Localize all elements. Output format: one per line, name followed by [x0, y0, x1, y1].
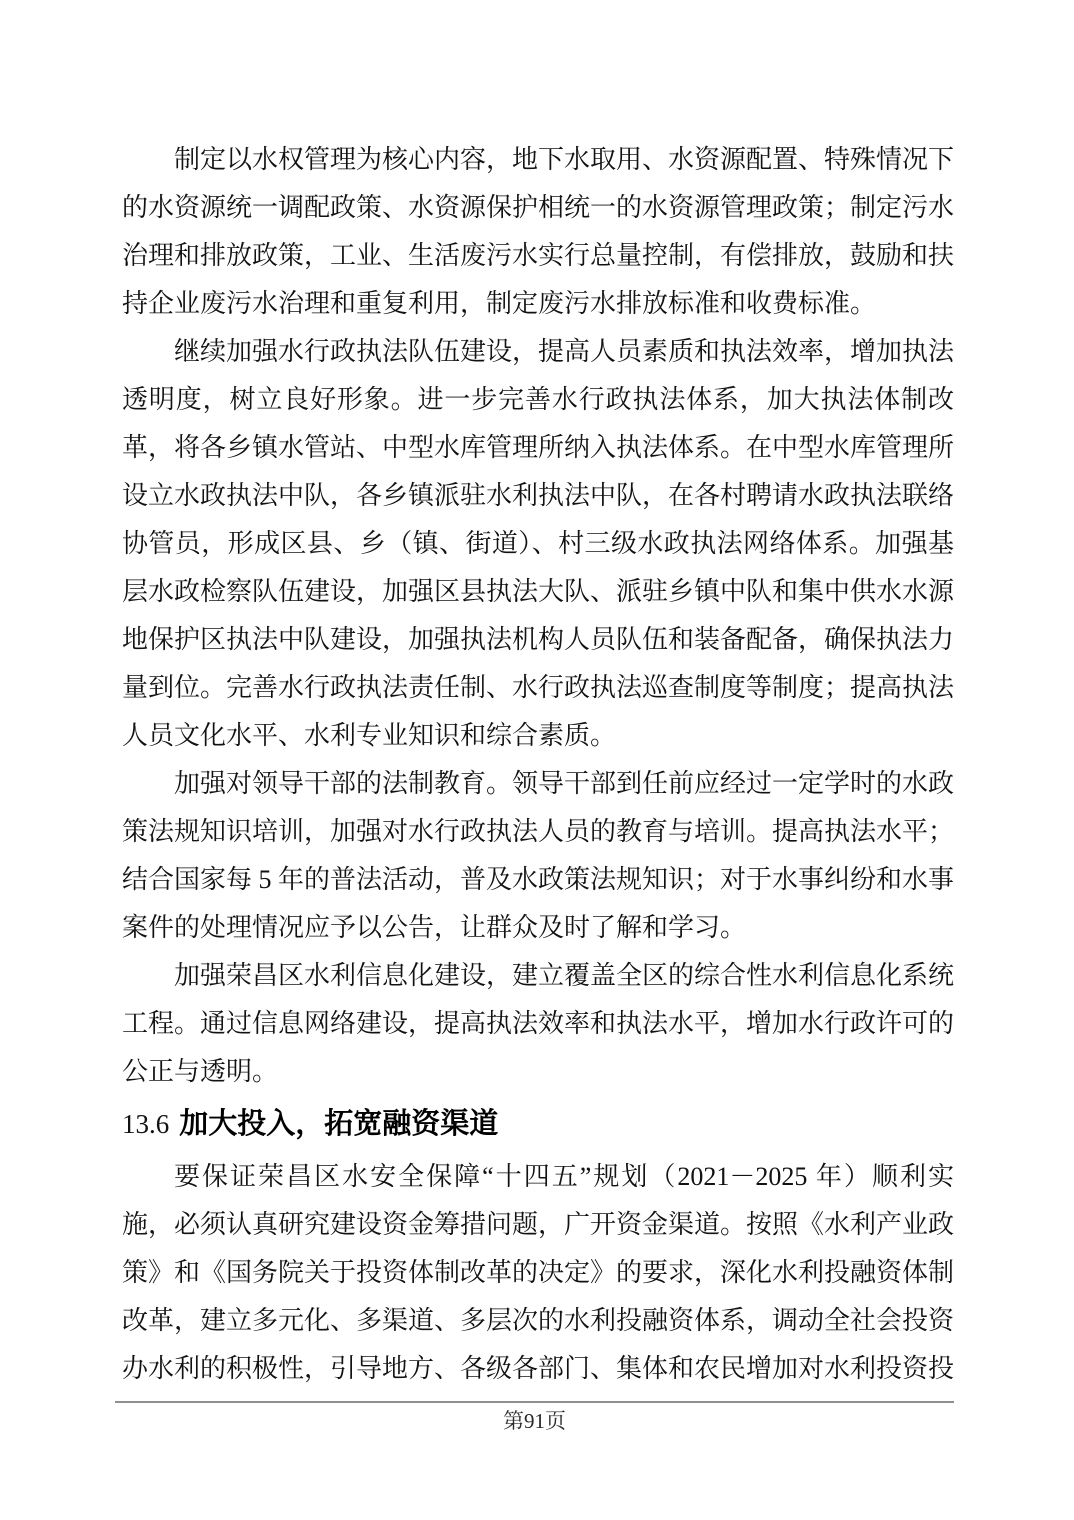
paragraph-investment-financing: 要保证荣昌区水安全保障“十四五”规划（2021－2025 年）顺利实施，必须认真研究建设资金筹措问题，广开资金渠道。按照《水利产业政策》和《国务院关于投资体制改革的决定》的要求，深化水利投融资体制改革，建立多元化、多渠道、多层次的水利投融资体系，调动全社会投资办水利的积极性，引导地方、各级各部门、集体和农民增加对水利投资投	[122, 1162, 955, 1383]
section-title: 加大投入，拓宽融资渠道	[179, 1108, 499, 1140]
section-number: 13.6	[122, 1109, 170, 1139]
paragraph-informatization: 加强荣昌区水利信息化建设，建立覆盖全区的综合性水利信息化系统工程。通过信息网络建设，提高执法效率和执法水平，增加水行政许可的公正与透明。	[122, 961, 955, 1086]
page-footer	[115, 1401, 954, 1436]
section-heading-13-6	[122, 1098, 954, 1151]
paragraph-enforcement-team-building: 继续加强水行政执法队伍建设，提高人员素质和执法效率，增加执法透明度，树立良好形象。进一步完善水行政执法体系，加大执法体制改革，将各乡镇水管站、中型水库管理所纳入执法体系。在中型水库管理所设立水政执法中队，各乡镇派驻水利执法中队，在各村聘请水政执法联络协管员，形成区县、乡（镇、街道）、村三级水政执法网络体系。加强基层水政检察队伍建设，加强区县执法大队、派驻乡镇中队和集中供水水源地保护区执法中队建设，加强执法机构人员队伍和装备配备，确保执法力量到位。完善水行政执法责任制、水行政执法巡查制度等制度；提高执法人员文化水平、水利专业知识和综合素质。	[122, 337, 955, 750]
page-number-label: 第91页	[503, 1409, 566, 1433]
page-content	[122, 136, 954, 1393]
paragraph-water-rights-policy: 制定以水权管理为核心内容，地下水取用、水资源配置、特殊情况下的水资源统一调配政策、水资源保护相统一的水资源管理政策；制定污水治理和排放政策，工业、生活废污水实行总量控制，有偿排放，鼓励和扶持企业废污水治理和重复利用，制定废污水排放标准和收费标准。	[122, 145, 955, 318]
paragraph-legal-education: 加强对领导干部的法制教育。领导干部到任前应经过一定学时的水政策法规知识培训，加强对水行政执法人员的教育与培训。提高执法水平；结合国家每 5 年的普法活动，普及水政策法规知识；对于水事纠纷和水事案件的处理情况应予以公告，让群众及时了解和学习。	[122, 769, 955, 942]
